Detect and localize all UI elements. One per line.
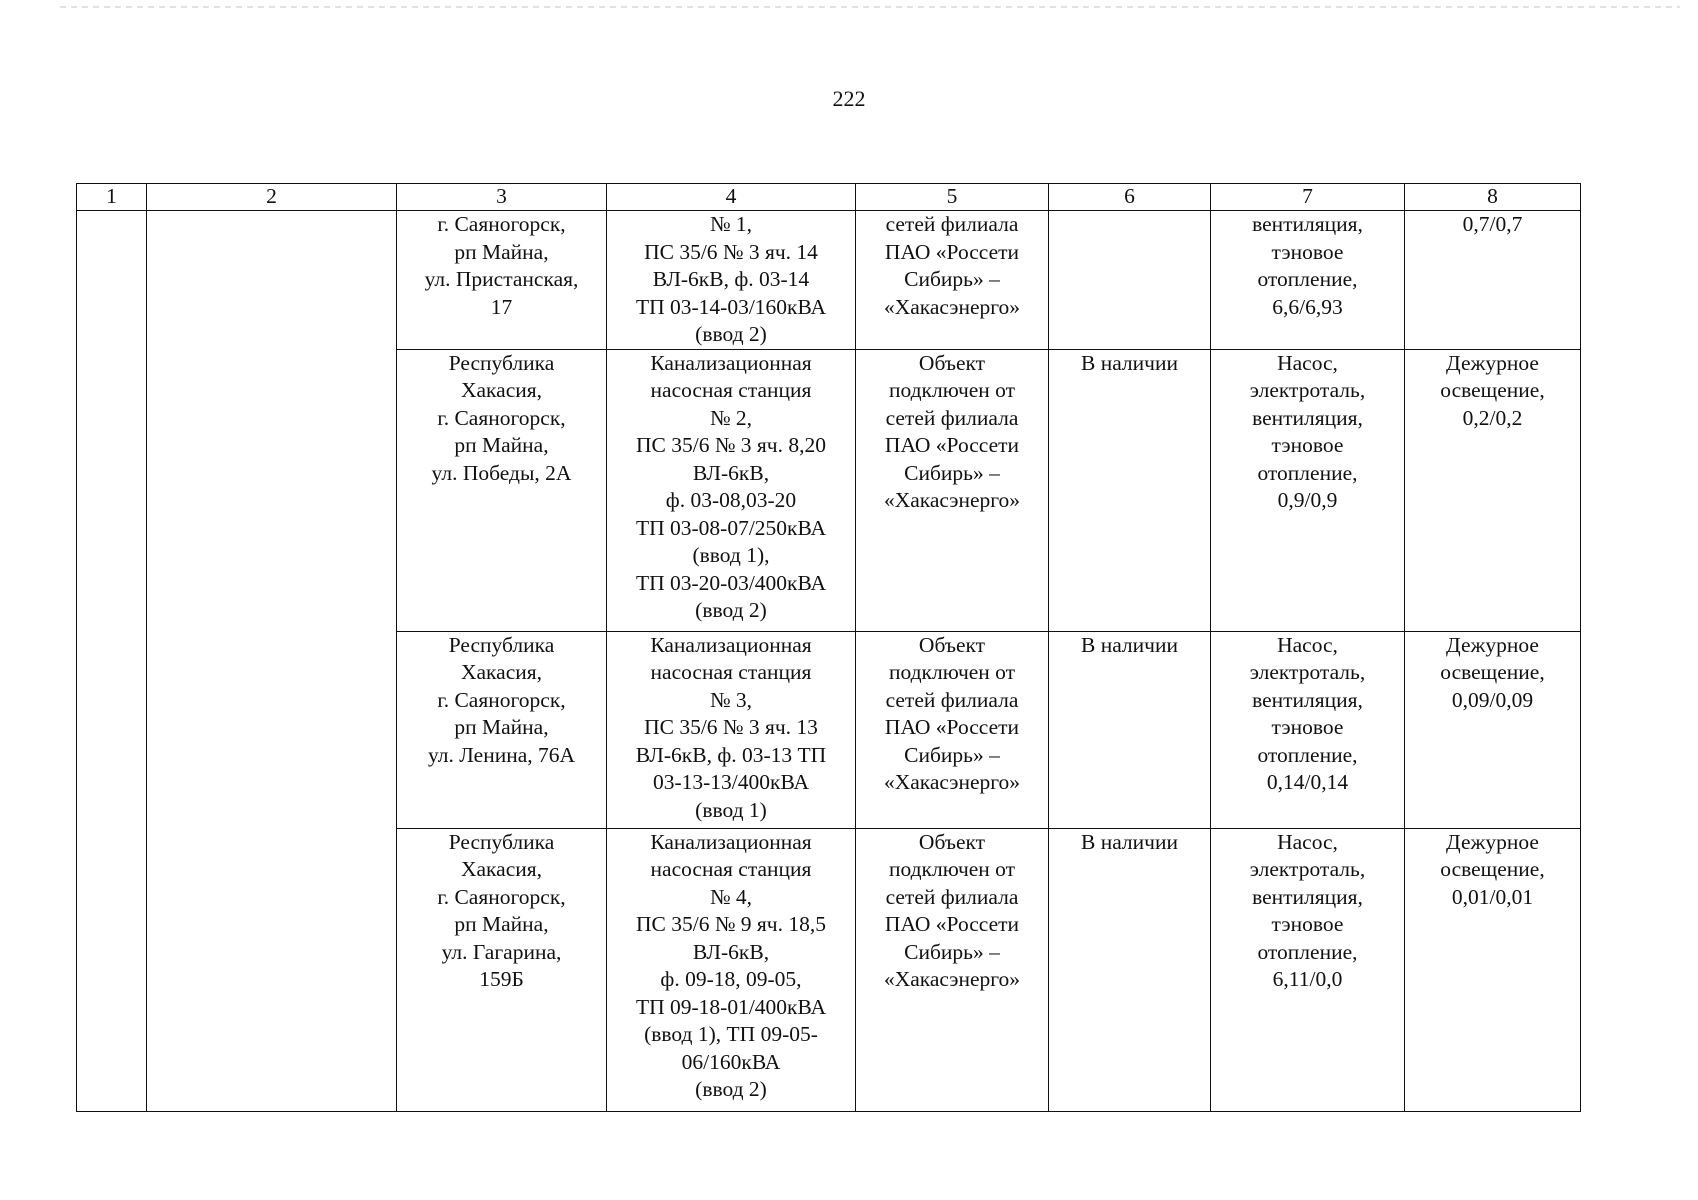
cell-line: подключен от xyxy=(888,378,1016,402)
cell-line: «Хакасэнерго» xyxy=(883,967,1021,991)
cell-line: рп Майна, xyxy=(454,912,549,936)
cell-connection xyxy=(856,631,1049,828)
cell-line: ВЛ-6кВ, ф. 03-14 xyxy=(652,267,810,291)
cell-line: Объект xyxy=(918,829,986,854)
cell-number-merged xyxy=(77,211,147,1112)
cell-line: (ввод 2) xyxy=(695,598,767,622)
cell-line: освещение, xyxy=(1440,857,1545,881)
cell-line: отопление, xyxy=(1257,939,1358,964)
cell-line: ВЛ-6кВ, xyxy=(692,460,770,485)
cell-line: ТП 03-20-03/400кВА xyxy=(635,570,827,595)
cell-line: Республика xyxy=(448,632,555,657)
cell-line: насосная станция xyxy=(650,660,812,684)
cell-line: тэновое xyxy=(1271,239,1344,264)
cell-line: Канализационная xyxy=(650,632,812,657)
cell-line: № 1, xyxy=(709,212,752,236)
cell-line: ул. Пристанская, xyxy=(424,267,579,291)
cell-line: Хакасия, xyxy=(460,857,543,881)
cell-line: сетей филиала xyxy=(885,884,1019,909)
cell-line: Сибирь» – xyxy=(904,460,1000,485)
cell-line: Объект xyxy=(918,632,986,657)
cell-line: рп Майна, xyxy=(454,715,549,739)
cell-connection xyxy=(856,349,1049,631)
table-row xyxy=(77,211,1581,350)
cell-line: рп Майна, xyxy=(454,433,549,457)
cell-lighting xyxy=(1405,631,1581,828)
cell-line: г. Саяногорск, xyxy=(437,884,566,909)
cell-equipment xyxy=(1211,211,1405,350)
cell-line: (ввод 2) xyxy=(695,322,767,346)
cell-line: В наличии xyxy=(1080,829,1178,854)
cell-line: (ввод 2) xyxy=(695,1077,767,1101)
cell-line: 03-13-13/400кВА xyxy=(652,770,809,794)
cell-line: ул. Победы, 2А xyxy=(431,460,572,485)
cell-line: 159Б xyxy=(479,967,524,991)
cell-line: Насос, xyxy=(1277,829,1338,854)
cell-line: насосная станция xyxy=(650,857,812,881)
col-header-4: 4 xyxy=(607,184,856,211)
cell-address xyxy=(397,631,607,828)
cell-address xyxy=(397,828,607,1111)
cell-status xyxy=(1049,828,1211,1111)
cell-line: тэновое xyxy=(1271,912,1344,936)
cell-line: подключен от xyxy=(888,660,1016,684)
cell-object xyxy=(607,349,856,631)
cell-line: электроталь, xyxy=(1249,857,1366,881)
cell-line: сетей филиала xyxy=(885,687,1019,712)
cell-line: 0,7/0,7 xyxy=(1462,212,1523,236)
cell-line: Сибирь» – xyxy=(904,742,1000,767)
cell-connection xyxy=(856,211,1049,350)
cell-line: ф. 03-08,03-20 xyxy=(665,488,797,512)
cell-equipment xyxy=(1211,828,1405,1111)
cell-line: ф. 09-18, 09-05, xyxy=(660,967,802,991)
cell-line: г. Саяногорск, xyxy=(437,212,566,236)
cell-line: ВЛ-6кВ, ф. 03-13 ТП xyxy=(635,742,827,767)
cell-line: (ввод 1) xyxy=(695,797,767,822)
cell-line: 17 xyxy=(490,294,513,319)
cell-equipment xyxy=(1211,631,1405,828)
cell-line: Сибирь» – xyxy=(904,939,1000,964)
cell-line: г. Саяногорск, xyxy=(437,687,566,712)
cell-line: Насос, xyxy=(1277,350,1338,375)
cell-line: 6,6/6,93 xyxy=(1272,294,1343,319)
cell-status xyxy=(1049,631,1211,828)
cell-line: «Хакасэнерго» xyxy=(883,294,1021,319)
cell-line: Дежурное xyxy=(1446,632,1539,657)
cell-line: отопление, xyxy=(1257,267,1358,291)
cell-line: 0,2/0,2 xyxy=(1462,405,1523,430)
cell-line: № 3, xyxy=(709,687,752,712)
cell-status xyxy=(1049,211,1211,350)
header-row xyxy=(77,184,1581,211)
cell-line: отопление, xyxy=(1257,742,1358,767)
cell-line: ул. Гагарина, xyxy=(441,939,562,964)
cell-line: 0,09/0,09 xyxy=(1451,687,1534,712)
cell-line: 0,14/0,14 xyxy=(1266,770,1349,794)
cell-line: ТП 09-18-01/400кВА xyxy=(635,994,827,1019)
col-header-1: 1 xyxy=(77,184,147,211)
cell-line: Дежурное xyxy=(1446,829,1539,854)
cell-line: Республика xyxy=(448,829,555,854)
cell-line: Дежурное xyxy=(1446,350,1539,375)
cell-line: Хакасия, xyxy=(460,660,543,684)
cell-line: (ввод 1), xyxy=(692,543,770,567)
cell-line: ТП 03-14-03/160кВА xyxy=(635,294,827,319)
cell-line: 6,11/0,0 xyxy=(1272,967,1343,991)
cell-line: Канализационная xyxy=(650,829,812,854)
cell-line: 0,9/0,9 xyxy=(1277,488,1338,512)
cell-line: подключен от xyxy=(888,857,1016,881)
cell-address xyxy=(397,349,607,631)
document-table xyxy=(76,183,1581,1112)
cell-line: № 2, xyxy=(709,405,752,430)
col-header-7: 7 xyxy=(1211,184,1405,211)
cell-line: Насос, xyxy=(1277,632,1338,657)
cell-line: вентиляция, xyxy=(1252,405,1363,430)
col-header-5: 5 xyxy=(856,184,1049,211)
cell-line: ТП 03-08-07/250кВА xyxy=(635,515,827,540)
cell-address xyxy=(397,211,607,350)
col-header-2: 2 xyxy=(147,184,397,211)
cell-line: (ввод 1), ТП 09-05- xyxy=(644,1022,818,1046)
cell-object xyxy=(607,211,856,350)
cell-line: ул. Ленина, 76А xyxy=(427,742,576,767)
cell-line: Сибирь» – xyxy=(904,267,1000,291)
col-header-8: 8 xyxy=(1405,184,1581,211)
cell-line: сетей филиала xyxy=(885,212,1019,236)
cell-line: насосная станция xyxy=(650,378,812,402)
cell-line: ПС 35/6 № 9 яч. 18,5 xyxy=(636,912,826,936)
cell-line: ПС 35/6 № 3 яч. 13 xyxy=(644,715,818,739)
cell-line: ПАО «Россети xyxy=(884,912,1020,936)
cell-line: «Хакасэнерго» xyxy=(883,488,1021,512)
cell-line: сетей филиала xyxy=(885,405,1019,430)
cell-status xyxy=(1049,349,1211,631)
cell-equipment xyxy=(1211,349,1405,631)
cell-line: ПАО «Россети xyxy=(884,433,1020,457)
cell-line: В наличии xyxy=(1080,350,1178,375)
cell-line: Объект xyxy=(918,350,986,375)
cell-line: Хакасия, xyxy=(460,378,543,402)
page-number: 222 xyxy=(832,86,866,111)
cell-line: «Хакасэнерго» xyxy=(883,770,1021,794)
cell-line: электроталь, xyxy=(1249,660,1366,684)
cell-line: Республика xyxy=(448,350,555,375)
cell-line: ПАО «Россети xyxy=(884,239,1020,264)
cell-line: 0,01/0,01 xyxy=(1451,884,1534,909)
scan-edge-artifact xyxy=(60,6,1680,8)
cell-line: рп Майна, xyxy=(454,239,549,264)
cell-line: г. Саяногорск, xyxy=(437,405,566,430)
cell-line: вентиляция, xyxy=(1252,687,1363,712)
cell-line: В наличии xyxy=(1080,632,1178,657)
cell-line: вентиляция, xyxy=(1252,212,1363,236)
cell-line: ВЛ-6кВ, xyxy=(692,939,770,964)
cell-connection xyxy=(856,828,1049,1111)
cell-line: освещение, xyxy=(1440,378,1545,402)
cell-line: ПС 35/6 № 3 яч. 8,20 xyxy=(636,433,826,457)
cell-object xyxy=(607,631,856,828)
cell-line: ПАО «Россети xyxy=(884,715,1020,739)
cell-line: отопление, xyxy=(1257,460,1358,485)
col-header-6: 6 xyxy=(1049,184,1211,211)
cell-line: тэновое xyxy=(1271,433,1344,457)
cell-name-merged xyxy=(147,211,397,1112)
cell-line: тэновое xyxy=(1271,715,1344,739)
cell-lighting xyxy=(1405,828,1581,1111)
col-header-3: 3 xyxy=(397,184,607,211)
cell-line: ПС 35/6 № 3 яч. 14 xyxy=(644,239,818,264)
cell-line: № 4, xyxy=(709,884,752,909)
cell-line: Канализационная xyxy=(650,350,812,375)
cell-object xyxy=(607,828,856,1111)
cell-line: освещение, xyxy=(1440,660,1545,684)
cell-line: 06/160кВА xyxy=(681,1049,781,1074)
cell-line: вентиляция, xyxy=(1252,884,1363,909)
cell-lighting xyxy=(1405,349,1581,631)
cell-lighting xyxy=(1405,211,1581,350)
cell-line: электроталь, xyxy=(1249,378,1366,402)
